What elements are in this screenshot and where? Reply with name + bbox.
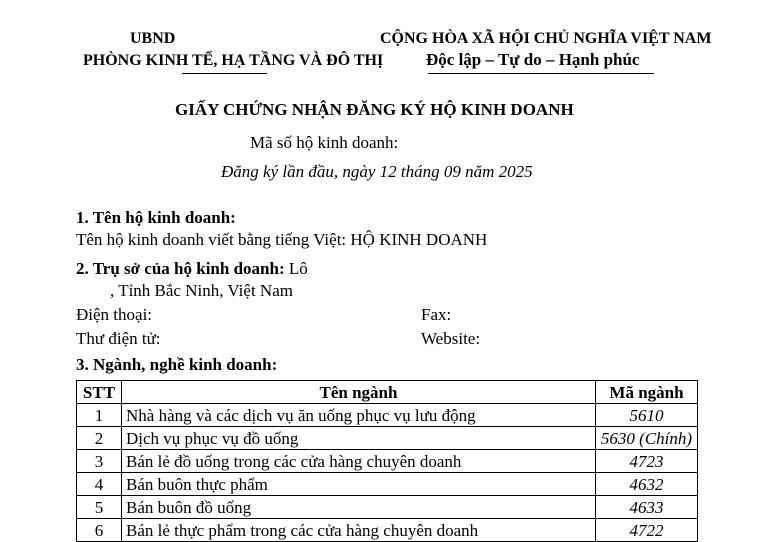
table-row xyxy=(77,473,698,496)
row-name: Dịch vụ phục vụ đồ uống xyxy=(122,427,596,450)
row-stt: 4 xyxy=(77,473,122,496)
industry-table xyxy=(76,380,698,542)
row-code: 5610 xyxy=(596,404,698,427)
row-stt: 5 xyxy=(77,496,122,519)
table-row xyxy=(77,496,698,519)
business-name-value: HỘ KINH DOANH xyxy=(350,230,488,249)
header-left-underline xyxy=(182,73,267,74)
row-stt: 6 xyxy=(77,519,122,542)
table-row xyxy=(77,404,698,427)
phone-label: Điện thoại: xyxy=(76,305,153,324)
business-name-label: Tên hộ kinh doanh viết bằng tiếng Việt: xyxy=(76,230,347,249)
row-name: Bán buôn đồ uống xyxy=(122,496,596,519)
business-name-line xyxy=(76,230,487,250)
business-code-label: Mã số hộ kinh doanh: xyxy=(250,133,399,152)
row-name: Bán lẻ đồ uống trong các cửa hàng chuyên doanh xyxy=(122,450,596,473)
header-motto: Độc lập – Tự do – Hạnh phúc xyxy=(426,50,640,69)
row-name: Bán lẻ thực phẩm trong các cửa hàng chuyên doanh xyxy=(122,519,596,542)
col-header-name: Tên ngành xyxy=(122,381,596,404)
col-header-stt: STT xyxy=(77,381,122,404)
document-title: GIẤY CHỨNG NHẬN ĐĂNG KÝ HỘ KINH DOANH xyxy=(175,100,574,119)
row-code: 5630 (Chính) xyxy=(596,427,698,450)
section1-heading: 1. Tên hộ kinh doanh: xyxy=(76,208,236,227)
email-label: Thư điện tử: xyxy=(76,329,161,348)
row-stt: 3 xyxy=(77,450,122,473)
section2-heading: 2. Trụ sở của hộ kinh doanh: xyxy=(76,259,285,278)
website-label: Website: xyxy=(421,329,481,348)
table-row xyxy=(77,427,698,450)
table-header-row xyxy=(77,381,698,404)
registration-date: Đăng ký lần đầu, ngày 12 tháng 09 năm 2025 xyxy=(221,162,533,181)
row-code: 4723 xyxy=(596,450,698,473)
header-country-line1: CỘNG HÒA XÃ HỘI CHỦ NGHĨA VIỆT NAM xyxy=(380,30,712,47)
row-name: Nhà hàng và các dịch vụ ăn uống phục vụ lưu động xyxy=(122,404,596,427)
row-code: 4722 xyxy=(596,519,698,542)
row-code: 4633 xyxy=(596,496,698,519)
address-line2: , Tỉnh Bắc Ninh, Việt Nam xyxy=(110,281,293,300)
section3-heading: 3. Ngành, nghề kinh doanh: xyxy=(76,355,278,374)
row-stt: 1 xyxy=(77,404,122,427)
row-code: 4632 xyxy=(596,473,698,496)
row-name: Bán buôn thực phẩm xyxy=(122,473,596,496)
header-right-underline xyxy=(428,73,654,74)
address-line1 xyxy=(76,259,308,279)
row-stt: 2 xyxy=(77,427,122,450)
header-agency-line2: PHÒNG KINH TẾ, HẠ TẦNG VÀ ĐÔ THỊ xyxy=(83,52,384,69)
address-start: Lô xyxy=(288,259,308,278)
header-agency-line1: UBND xyxy=(130,30,176,47)
table-row xyxy=(77,519,698,542)
fax-label: Fax: xyxy=(421,305,452,324)
col-header-code: Mã ngành xyxy=(596,381,698,404)
table-row xyxy=(77,450,698,473)
